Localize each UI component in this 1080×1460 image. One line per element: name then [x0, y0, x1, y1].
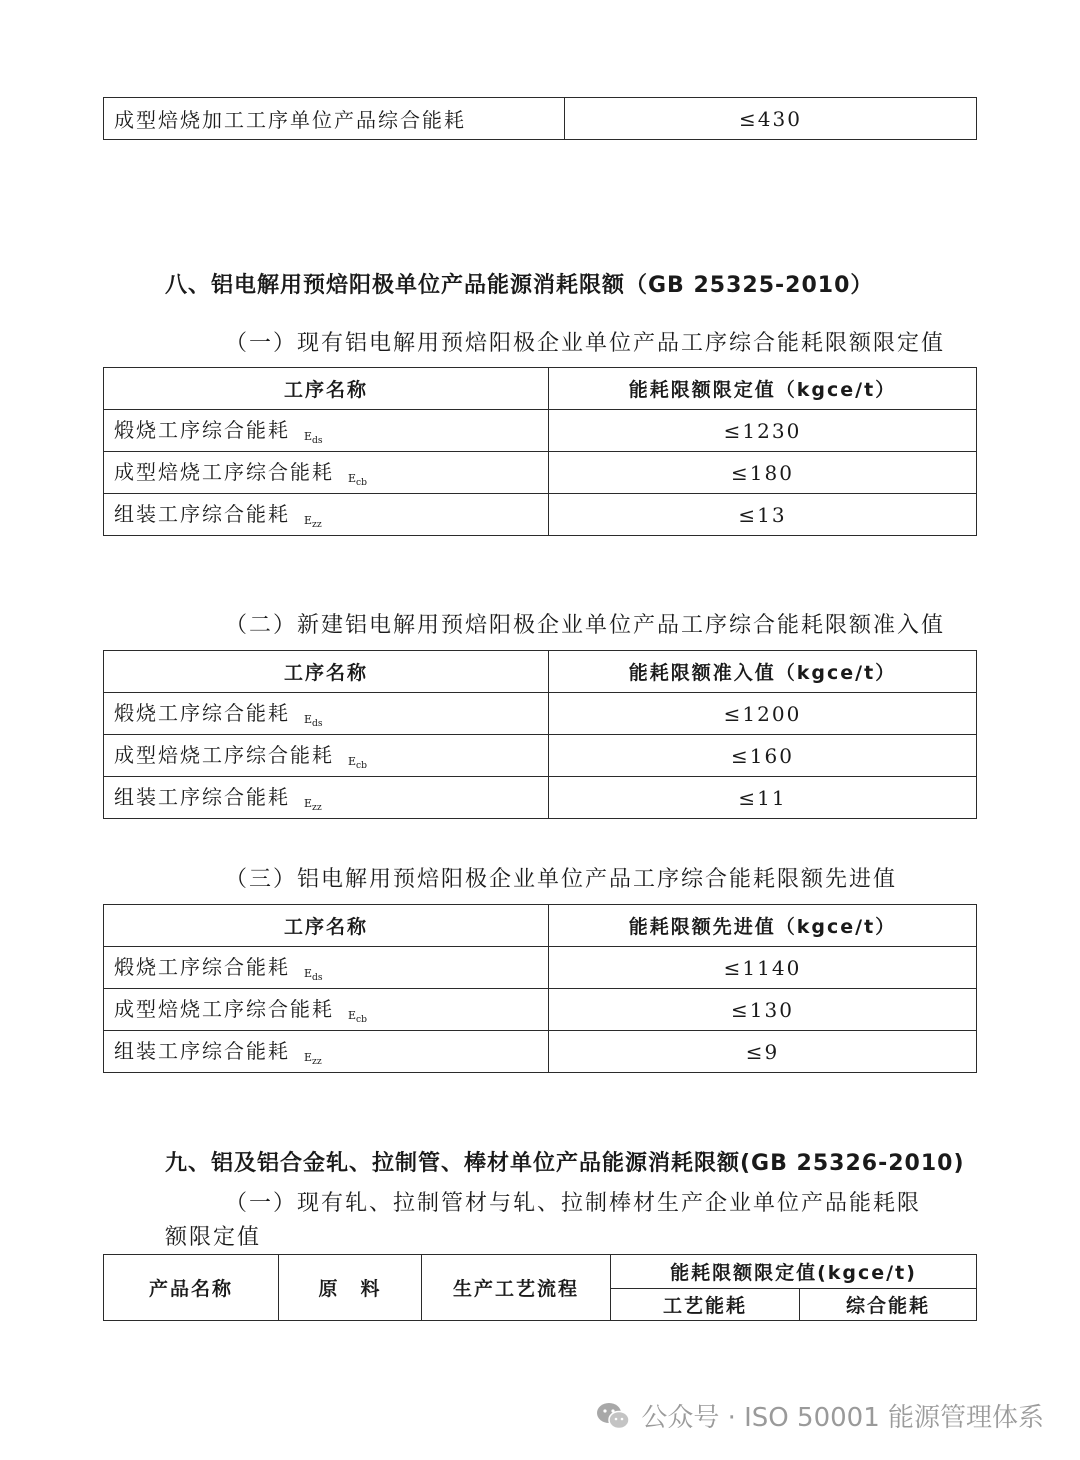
- symbol: Ezz: [304, 514, 322, 531]
- top-table: [103, 97, 977, 140]
- process-name-cell: 成型焙烧工序综合能耗 $_{E_{cb}}$: [104, 735, 549, 777]
- watermark: [595, 1397, 1044, 1434]
- value-cell: ≤160: [549, 735, 977, 777]
- value-cell: ≤180: [549, 452, 977, 494]
- section-9-1-heading: （一）现有轧、拉制管材与轧、拉制棒材生产企业单位产品能耗限额限定值: [165, 1191, 922, 1250]
- value-cell: ≤1140: [549, 947, 977, 989]
- value-cell: ≤1200: [549, 693, 977, 735]
- symbol: Eds: [304, 713, 323, 730]
- table-row: [104, 947, 977, 989]
- column-header-value: 能耗限额准入值（kgce/t）: [549, 651, 977, 693]
- section-8-1-heading: （一）现有铝电解用预焙阳极企业单位产品工序综合能耗限额限定值: [225, 331, 946, 356]
- process-name-cell: 煅烧工序综合能耗 $_{E_{ds}}$: [104, 947, 549, 989]
- value-cell: ≤430: [565, 98, 977, 140]
- symbol: Ecb: [348, 1009, 368, 1026]
- table-row: [104, 735, 977, 777]
- table-row: [104, 494, 977, 536]
- column-header-process: 工序名称: [104, 651, 549, 693]
- symbol: Ecb: [348, 755, 368, 772]
- process-name-cell: 成型焙烧加工工序单位产品综合能耗: [104, 98, 565, 140]
- table-header-row: [104, 368, 977, 410]
- process-name-cell: 成型焙烧工序综合能耗 $_{E_{cb}}$: [104, 452, 549, 494]
- value-cell: ≤130: [549, 989, 977, 1031]
- table-row: [104, 452, 977, 494]
- watermark-text: 公众号 · ISO 50001 能源管理体系: [641, 1403, 1044, 1433]
- symbol: Eds: [304, 430, 323, 447]
- symbol: Eds: [304, 967, 323, 984]
- section-9-heading: 九、铝及铝合金轧、拉制管、棒材单位产品能源消耗限额(GB 25326-2010): [165, 1151, 965, 1176]
- symbol: Ezz: [304, 1051, 322, 1068]
- column-header-total-energy: 综合能耗: [800, 1289, 977, 1321]
- value-cell: ≤9: [549, 1031, 977, 1073]
- column-header-value: 能耗限额先进值（kgce/t）: [549, 905, 977, 947]
- column-header-product: 产品名称: [104, 1255, 279, 1321]
- column-header-material: 原 料: [279, 1255, 422, 1321]
- process-name-cell: 组装工序综合能耗 $_{E_{zz}}$: [104, 777, 549, 819]
- table-header-row: [104, 651, 977, 693]
- table-row: [104, 777, 977, 819]
- symbol: Ezz: [304, 797, 322, 814]
- process-name-cell: 组装工序综合能耗 $_{E_{zz}}$: [104, 494, 549, 536]
- column-header-process: 工序名称: [104, 905, 549, 947]
- table-row: [104, 98, 977, 140]
- advanced-value-table: [103, 904, 977, 1073]
- process-name-cell: 煅烧工序综合能耗 $_{E_{ds}}$: [104, 693, 549, 735]
- table-header-row: [104, 1255, 977, 1289]
- table-row: [104, 1031, 977, 1073]
- section-8-2-heading: （二）新建铝电解用预焙阳极企业单位产品工序综合能耗限额准入值: [225, 613, 946, 638]
- rolling-energy-table: [103, 1254, 977, 1321]
- column-header-process-flow: 生产工艺流程: [422, 1255, 611, 1321]
- table-header-row: [104, 905, 977, 947]
- value-cell: ≤11: [549, 777, 977, 819]
- column-header-process-energy: 工艺能耗: [611, 1289, 800, 1321]
- value-cell: ≤1230: [549, 410, 977, 452]
- process-name-cell: 煅烧工序综合能耗 $_{E_{ds}}$: [104, 410, 549, 452]
- section-8-3-heading: （三）铝电解用预焙阳极企业单位产品工序综合能耗限额先进值: [225, 867, 898, 892]
- table-row: [104, 410, 977, 452]
- section-8-heading: 八、铝电解用预焙阳极单位产品能源消耗限额（GB 25325-2010）: [165, 273, 874, 298]
- process-name-cell: 成型焙烧工序综合能耗 $_{E_{cb}}$: [104, 989, 549, 1031]
- table-row: [104, 693, 977, 735]
- column-header-value: 能耗限额限定值（kgce/t）: [549, 368, 977, 410]
- column-header-process: 工序名称: [104, 368, 549, 410]
- limit-value-table: [103, 367, 977, 536]
- wechat-icon: [595, 1401, 631, 1431]
- value-cell: ≤13: [549, 494, 977, 536]
- column-header-limit: 能耗限额限定值(kgce/t): [611, 1255, 977, 1289]
- process-name-cell: 组装工序综合能耗 $_{E_{zz}}$: [104, 1031, 549, 1073]
- entry-value-table: [103, 650, 977, 819]
- symbol: Ecb: [348, 472, 368, 489]
- table-row: [104, 989, 977, 1031]
